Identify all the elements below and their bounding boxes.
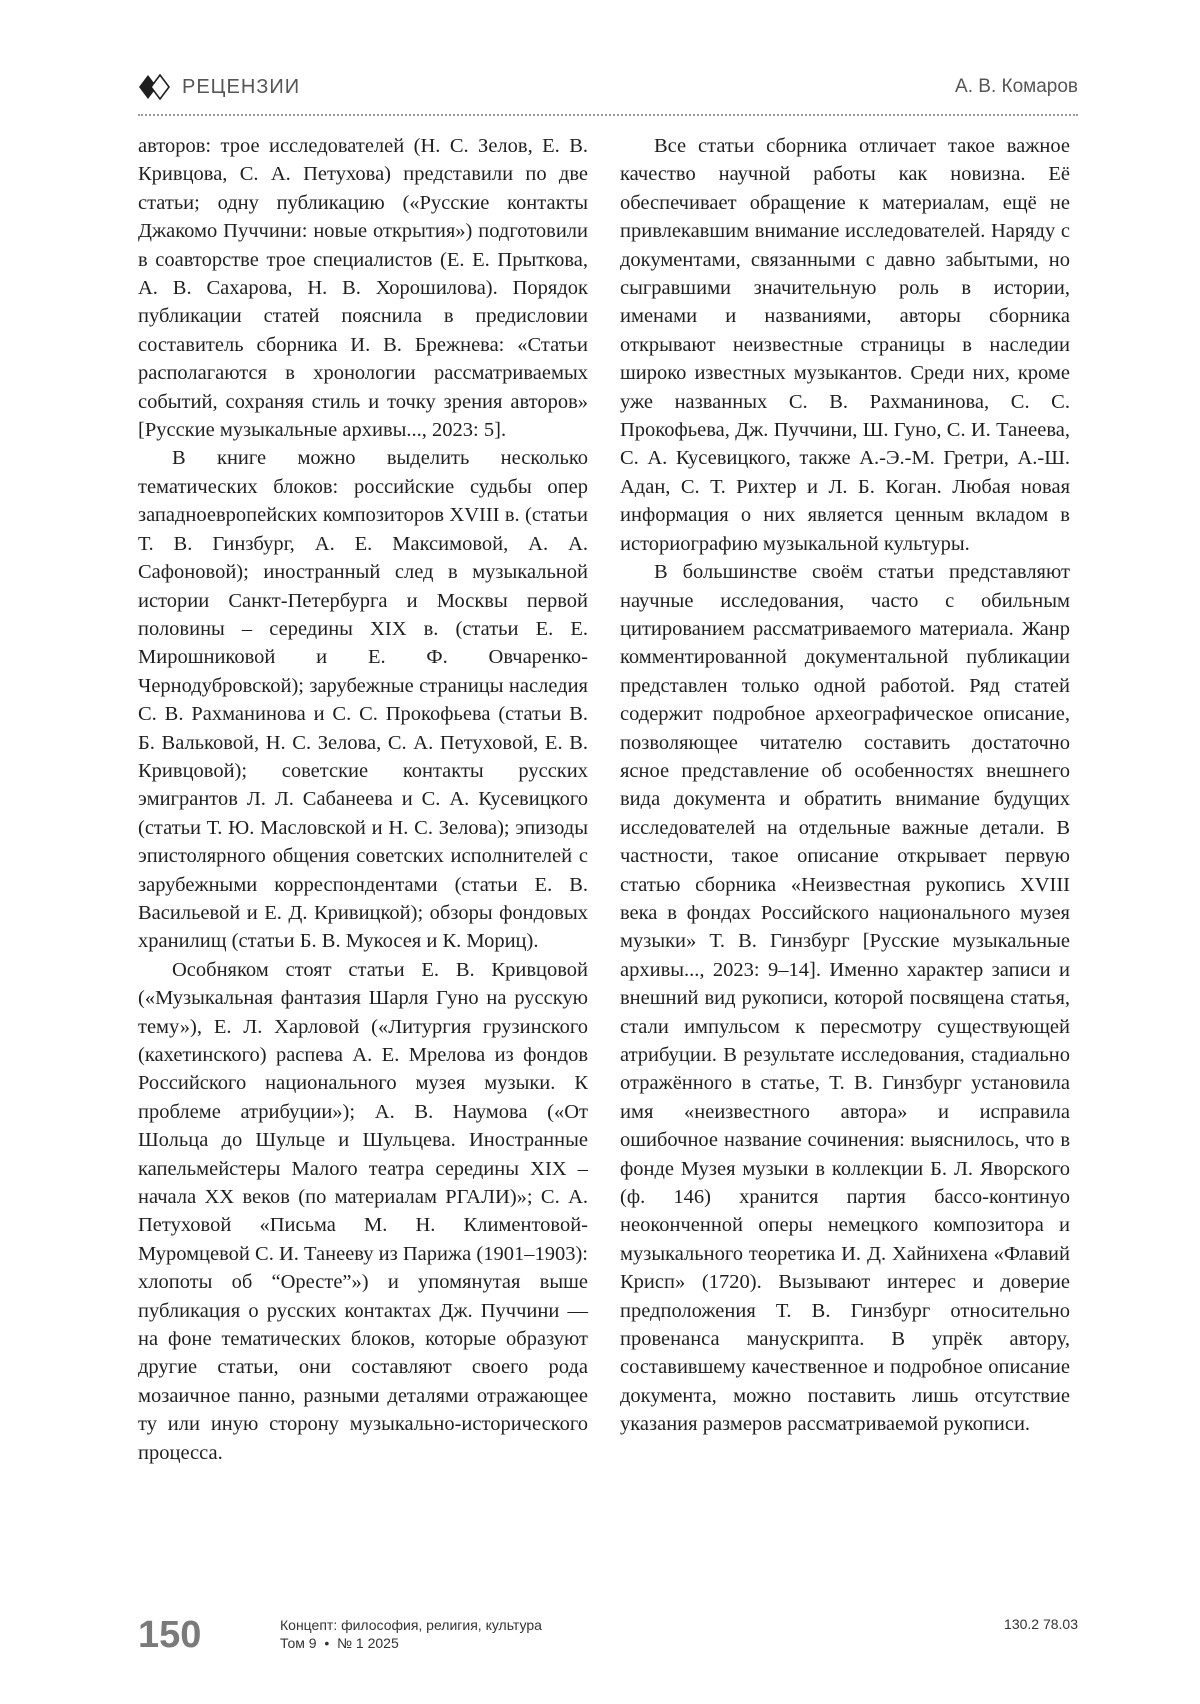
section-heading [138,74,300,100]
page-header [138,64,1078,112]
classification-code: 130.2 78.03 [1004,1616,1078,1632]
journal-info [280,1616,542,1652]
paragraph: В большинстве своём статьи представляют научные исследования, часто с обильным цитированием рассматриваемого материала. Жанр комментированной документальной публикации представлен только одной работой. Ряд статей содержит подробное археографическое описание, позволяющее читателю составить достаточно ясное представление об особенностях внешнего вида документа и обратить внимание будущих исследователей на отдельные важные детали. В частности, такое описание открывает первую статью сборника «Неизвестная рукопись XVIII века в фондах Российского национального музея музыки» Т. В. Гинзбург [Русские музыкальные архивы..., 2023: 9–14]. Именно характер записи и внешний вид рукописи, которой посвящена статья, стали импульсом к пересмотру существующей атрибуции. В результате исследования, стадиально отражённого в статье, Т. В. Гинзбург установила имя «неизвестного автора» и исправила ошибочное название сочинения: выяснилось, что в фонде Музея музыки в коллекции Б. Л. Яворского (ф. 146) хранится партия бассо-континуо неоконченной оперы немецкого композитора и музыкального теоретика И. Д. Хайнихена «Флавий Крисп» (1720). Вызывают интерес и доверие предположения Т. В. Гинзбург относительно провенанса манускрипта. В упрёк автору, составившему качественное и подробное описание документа, можно поставить лишь отсутствие указания размеров рассматриваемой рукописи. [620,561,1070,1436]
header-divider [138,114,1078,116]
journal-issue: Том 9 • № 1 2025 [280,1635,399,1651]
diamond-icon [138,74,174,100]
journal-title: Концепт: философия, религия, культура [280,1617,542,1633]
running-author: А. В. Комаров [955,76,1078,97]
paragraph: Особняком стоят статьи Е. В. Кривцовой («Музыкальная фантазия Шарля Гуно на русскую тему»), Е. Л. Харловой («Литургия грузинского (кахетинского) распева А. Е. Мрелова из фондов Российского национального музея музыки. К проблеме атрибуции»); А. В. Наумова («От Шольца до Шульце и Шульцева. Иностранные капельмейстеры Малого театра середины XIX – начала XX веков (по материалам РГАЛИ)»; С. А. Петуховой «Письма М. Н. Климентовой-Муромцевой С. И. Танееву из Парижа (1901–1903): хлопоты об “Оресте”») и упомянутая выше публикация о русских контактах Дж. Пуччини — на фоне тематических блоков, которые образуют другие статьи, они составляют своего рода мозаичное панно, разными деталями отражающее ту или иную сторону музыкально-исторического процесса. [138,958,588,1464]
paragraph: авторов: трое исследователей (Н. С. Зелов, Е. В. Кривцова, С. А. Петухова) представили по две статьи; одну публикацию («Русские контакты Джакомо Пуччини: новые открытия») подготовили в соавторстве трое специалистов (Е. Е. Прыткова, А. В. Сахарова, Н. В. Хорошилова). Порядок публикации статей пояснила в предисловии составитель сборника И. В. Брежнева: «Статьи располагаются в хронологии рассматриваемых событий, сохраняя стиль и точку зрения авторов» [Русские музыкальные архивы..., 2023: 5]. [138,135,588,442]
paragraph: В книге можно выделить несколько тематических блоков: российские судьбы опер западноевропейских композиторов XVIII в. (статьи Т. В. Гинзбург, А. Е. Максимовой, А. А. Сафоновой); иностранный след в музыкальной истории Санкт-Петербурга и Москвы первой половины – середины XIX в. (статьи Е. Е. Мирошниковой и Е. Ф. Овчаренко-Чернодубровской); зарубежные страницы наследия С. В. Рахманинова и С. С. Прокофьева (статьи В. Б. Вальковой, Н. С. Зелова, С. А. Петуховой, Е. В. Кривцовой); советские контакты русских эмигрантов Л. Л. Сабанеева и С. А. Кусевицкого (статьи Т. Ю. Масловской и Н. С. Зелова); эпизоды эпистолярного общения советских исполнителей с зарубежными корреспондентами (статьи Е. В. Васильевой и Е. Д. Кривицкой); обзоры фондовых хранилищ (статьи Б. В. Мукосея и К. Мориц). [138,447,588,953]
left-column [138,132,588,1467]
right-column [620,132,1070,1439]
page-number: 150 [138,1614,202,1656]
page-footer [138,1614,1078,1664]
paragraph: Все статьи сборника отличает такое важное качество научной работы как новизна. Её обеспечивает обращение к материалам, ещё не привлекавшим внимание исследователей. Наряду с документами, связанными с давно забытыми, но сыгравшими значительную роль в истории, именами и названиями, авторы сборника открывают неизвестные страницы в наследии широко известных музыкантов. Среди них, кроме уже названных С. В. Рахманинова, С. С. Прокофьева, Дж. Пуччини, Ш. Гуно, С. И. Танеева, С. А. Кусевицкого, также А.-Э.-М. Гретри, А.-Ш. Адан, С. Т. Рихтер и Л. Б. Коган. Любая новая информация о них является ценным вкладом в историографию музыкальной культуры. [620,135,1070,555]
section-label: РЕЦЕНЗИИ [182,75,301,98]
